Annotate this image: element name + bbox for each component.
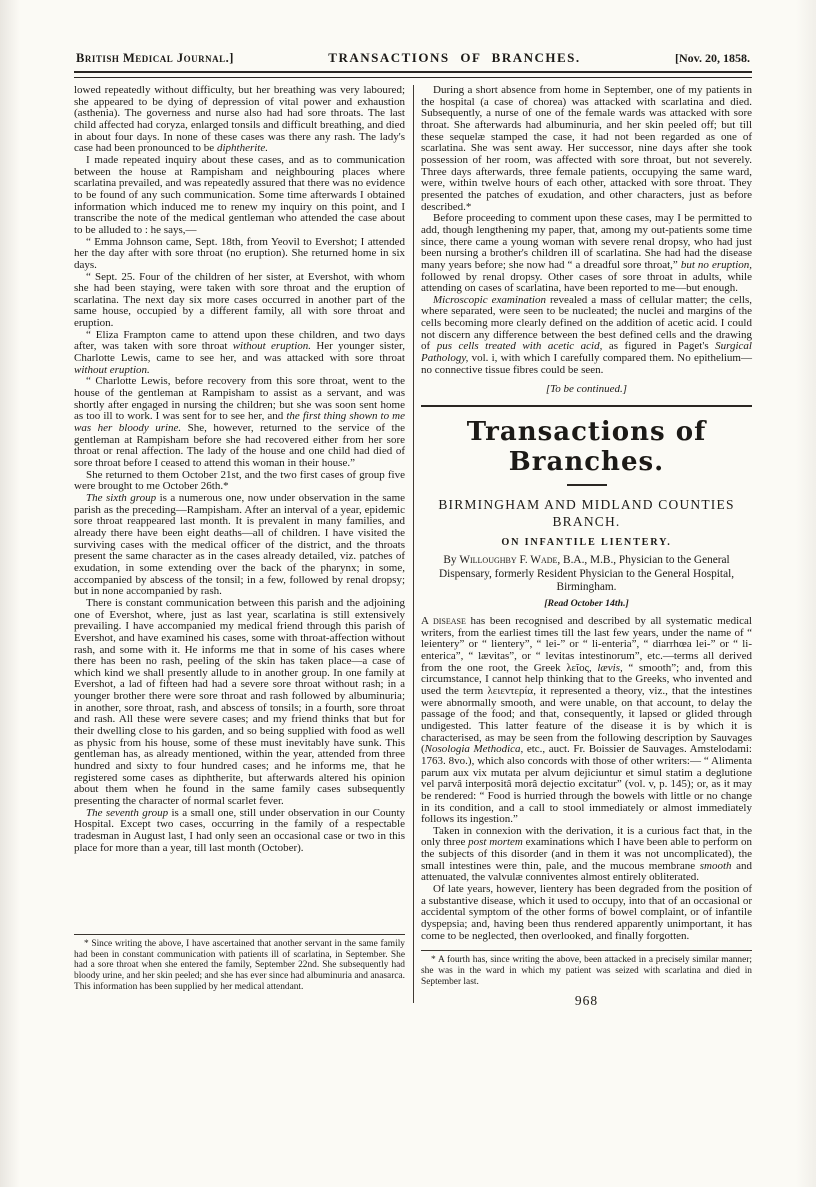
paragraph: [74, 470, 405, 493]
text-segment: lowed repeatedly without difficulty, but her breathing was very laboured; she appeared to be dying of depression of vital power and exhaustion (asthenia). The governess and nurse also had had sore throats. The last child affected had coryza, enlarged tonsils and difficult breathing, and died in about four days. In none of these cases was there any rash. The lady's case had been pronounced to be: [74, 84, 405, 155]
paragraph: [421, 295, 752, 377]
text-segment: Her younger sister, Charlotte Lewis, came to see her, and was attacked with sore throat: [74, 340, 405, 365]
paragraph: [74, 493, 405, 598]
footnote-rule: [421, 950, 752, 951]
right-column: [421, 85, 752, 1009]
text-segment: vol. i, with which I carefully compared them. No epithelium—no connective tissue fibres could be seen.: [421, 352, 752, 376]
text-segment: * Since writing the above, I have ascertained that another servant in the same family had been in constant communication with patients ill of scarlatina, in September. She had a sore throat when she entered the family, September 22nd. She subsequently had bloody urine, and her skin peeled; and she has ever since had albuminuria and anasarca. This information has been supplied by her medical attendant.: [74, 938, 405, 992]
text-segment: followed by renal dropsy. Other cases of sore throat in adults, while attending on cases of scarlatina, have been reported to me—but enough.: [421, 270, 752, 295]
paragraph: [421, 826, 752, 884]
text-segment: “ Eliza Frampton came to attend upon these children, and two days after, was taken with sore throat: [74, 328, 405, 353]
paragraph: [74, 155, 405, 237]
column-divider: [413, 85, 414, 1003]
text-segment: without eruption.: [232, 340, 312, 353]
page-header: [74, 50, 752, 71]
text-segment: Surgical Pathology,: [421, 340, 752, 365]
left-column: [74, 85, 405, 1009]
text-segment: The sixth group: [86, 491, 157, 504]
text-segment: Microscopic examination: [433, 293, 546, 306]
text-segment: I made repeated inquiry about these cases, and as to communication between the house at Rampisham and neighbouring places where scarlatina prevailed, and was repeatedly assured that there was no evidence to be found of any such communication. Some time afterwards I obtained information which induced me to renew my inquiry on this point, and I transcribe the note of the medical gentleman who attended the case about to be alluded to : he says,—: [74, 153, 405, 236]
text-segment: , B.A., M.B., Physician to the General Dispensary, formerly Resident Physician to the General Hospital, Birmingham.: [438, 554, 735, 593]
text-segment: She, however, returned to the service of the gentleman at Rampisham before she had recovered either from her sore throat or renal affection. The lady of the house and one child had died of sore throat before I ceased to attend this woman in their house.”: [74, 422, 405, 469]
paragraph: [74, 85, 405, 155]
text-segment: etc., auct. Fr. Boissier de Sauvages. Amstelodami: 1763. 8vo.), which also concords with those of other writers:— “ Alimenta parum aux vix mutata per alvum dejiciuntur et simul statim a deglutione vel parvâ interpositâ morâ dejectio excitatur” (vol. v, p. 145); or, as it may be rendered: “ Food is hurried through the bowels with little or no change in its condition, and a call to stool immediately or almost immediately follows its ingestion.”: [421, 743, 752, 826]
text-segment: is a small one, still under observation in our County Hospital. Except two cases, occurring in the family of a respectable tradesman in August last, I had only seen an occasional case or two in this place for more than a year, till last month (October).: [74, 806, 406, 854]
paragraph: [74, 376, 405, 469]
text-segment: Willoughby F. Wade: [459, 554, 558, 567]
paragraph: [74, 272, 405, 330]
text-segment: pus cells treated with acetic acid,: [436, 340, 603, 353]
text-segment: as figured in Paget's: [602, 340, 716, 353]
left-footnote: [74, 934, 405, 993]
paragraph: [421, 616, 752, 826]
text-segment: “ Sept. 25. Four of the children of her sister, at Evershot, with whom she had been staying, were taken with sore throat and the eruption of scarlatina. The next day six more cases occurred in another part of the same house, occupied by a different family, all with sore throat and eruption.: [74, 270, 405, 330]
text-segment: During a short absence from home in September, one of my patients in the hospital (a case of chorea) was attacked with scarlatina and died. Subsequently, a nurse of one of the female wards was attacked with sore throat. She afterwards had albuminuria, and her skin peeled off; but till these sequelæ stamped the case, it had not been regarded as one of scarlatina. She was sent away. Her successor, nine days after she took possession of her room, was affected with sore throat, but not severely. Three days afterwards, three female patients, occupying the same ward, were, within twelve hours of each other, attacked with sore throat. They presented the patches of exudation, and other characters, just as before described.*: [421, 84, 752, 213]
branch-heading: BIRMINGHAM AND MIDLAND COUNTIES BRANCH.: [438, 497, 735, 529]
header-rule: [74, 71, 752, 78]
ornament-rule: [567, 484, 607, 486]
section-rule: [421, 405, 752, 407]
left-column-text: [74, 85, 405, 854]
paragraph: [74, 237, 405, 272]
text-segment: examinations which I have been able to perform on the subjects of this disorder (and in them it was not uncomplicated), the small intestines were thin, pale, and the mucous membrane: [421, 836, 752, 872]
text-segment: By: [443, 554, 460, 567]
text-segment: post mortem: [468, 836, 523, 849]
text-segment: the first thing shown to me was her bloody urine.: [74, 410, 405, 435]
text-segment: revealed a mass of cellular matter; the cells, where separated, were seen to be nucleated; the nuclei and margins of the cells becoming more clearly defined on the addition of acetic acid. I could not discern any difference between the best defined cells and the drawing of: [421, 293, 752, 353]
to-be-continued: [To be continued.]: [545, 383, 628, 396]
text-segment: smooth: [699, 859, 732, 872]
text-segment: has been recognised and described by all systematic medical writers, from the earliest times till the last few years, under the name of “ leientery” or “ lientery”, “ lei-” or “ li-enteria”, “ diarrhœa lei-” or “ li-enterica”, “ lævitas”, or “ levitas intestinorum”, etc.—terms all derived from the one root, the Greek λεῖος,: [421, 615, 752, 674]
text-segment: disease: [432, 615, 466, 628]
text-segment: Of late years, however, lientery has been degraded from the position of a substantive disease, which it used to occupy, into that of an occasional or accidental symptom of the other forms of bowel complaint, or of infantile dyspepsia; and, having been thus rendered apparently unimportant, it has come to be neglected, then overlooked, and finally forgotten.: [421, 883, 752, 942]
article-continuation-text: [421, 85, 752, 376]
text-segment: is a numerous one, now under observation in the same parish as the preceding—Rampisham. After an interval of a year, epidemic sore throat reappeared last month. It is prevalent in many families, and already there have been eight deaths—all of children. I have visited the surviving cases with the medical officer of the district, and the throats present the same character as in the cases already detailed, viz. patches of exudation, in some extending over the back of the pharynx; in some, accompanied by abscess of the tonsil; in a few, followed by renal dropsy; but in none accompanied by rash.: [74, 491, 406, 598]
text-segment: A: [421, 615, 433, 628]
paragraph: [74, 808, 405, 855]
section-heading: Transactions of Branches.: [466, 417, 707, 478]
text-segment: diphtherite.: [216, 142, 268, 155]
journal-name: British Medical Journal.]: [76, 51, 234, 65]
page-title: TRANSACTIONS OF BRANCHES.: [328, 50, 581, 65]
text-segment: Before proceeding to comment upon these cases, may I be permitted to add, though lengthening my paper, that, among my out-patients some time since, there came a young woman with severe renal dropsy, who had just been nursing a brother's children ill of scarlatina. She had had the disease many years before; she now had “ a dreadful sore throat,”: [421, 212, 752, 271]
text-segment: “ Charlotte Lewis, before recovery from this sore throat, went to the house of the gentleman at Rampisham to assist as a servant, and was shortly after engaged in nursing the children; but she was soon sent home as too ill to work. I was sent for to see her, and: [74, 375, 405, 423]
paragraph: [421, 213, 752, 295]
text-segment: Nosologia Methodica,: [424, 743, 524, 756]
footnote-rule: [74, 934, 405, 935]
text-segment: “ Emma Johnson came, Sept. 18th, from Yeovil to Evershot; I attended her the day after with sore throat (no eruption). She returned home in six days.: [74, 235, 405, 271]
article-title: ON INFANTILE LIENTERY.: [501, 537, 672, 549]
page-number: 968: [574, 992, 599, 1008]
text-segment: “ smooth”; and, from this circumstance, I cannot help thinking that to the Greeks, who invented and used the term λειεντερία, it represented a theory, viz., that the intestines were abnormally smooth, and were unable, on that account, to delay the passage of the food; and that, consequently, it lapsed or glided through undigested. This latter feature of the disease it is by which it is characterised, as may be seen from the following description by Sauvages (: [421, 661, 752, 756]
columns: [74, 85, 752, 1009]
paragraph: [421, 85, 752, 213]
read-date: [Read October 14th.]: [544, 598, 629, 610]
paragraph: [74, 598, 405, 808]
text-segment: Taken in connexion with the derivation, it is a curious fact that, in the only three: [421, 824, 752, 849]
header-date: [Nov. 20, 1858.: [675, 51, 750, 65]
text-segment: and attenuated, the valvulæ conniventes almost entirely obliterated.: [421, 859, 752, 884]
paragraph: [421, 884, 752, 942]
text-segment: There is constant communication between this parish and the adjoining one of Evershot, where, just as last year, scarlatina is still extensively prevailing. I have accompanied my medical friend through this parish of Evershot, and have examined his cases, some with throat-affection without rash, and some with it. He informs me that in some of his cases where there has been no rash, peeling of the skin has taken place—a case of which kind we shall presently allude to in another group. In one family at Evershot, a lad of fifteen had had a severe sore throat without rash; in a younger brother there were sore throat and rash followed by albuminuria; in another, sore throat, rash, and abscess of tonsils; in a fourth, sore throat and rash. All these were severe cases; and my friend thinks that but for their dwelling close to his garden, and so being supplied with food as well as physic from his house, some of these must inevitably have sunk. This gentleman has, as already mentioned, within the year, attended from three hundred and sixty to four hundred cases; and he informs me, that he registered some cases as diphtherite, but afterwards altered his opinion about them when he found in the same family cases subsequently presenting the character of normal scarlet fever.: [74, 596, 405, 808]
text-segment: She returned to them October 21st, and the two first cases of group five were brought to me October 26th.*: [74, 468, 405, 493]
text-segment: The seventh group: [86, 806, 169, 819]
text-segment: but no eruption,: [680, 258, 753, 271]
article-body-text: [421, 616, 752, 942]
text-segment: without eruption.: [74, 363, 150, 376]
footnote-text: [74, 939, 405, 993]
paragraph: [74, 330, 405, 377]
footnote-text: [421, 955, 752, 987]
right-footnote: [421, 950, 752, 987]
text-segment: * A fourth has, since writing the above, been attacked in a precisely similar manner; she was in the ward in which my patient was seized with scarlatina and died in September last.: [421, 955, 752, 987]
byline: [436, 554, 738, 594]
text-segment: lævis,: [597, 661, 623, 674]
